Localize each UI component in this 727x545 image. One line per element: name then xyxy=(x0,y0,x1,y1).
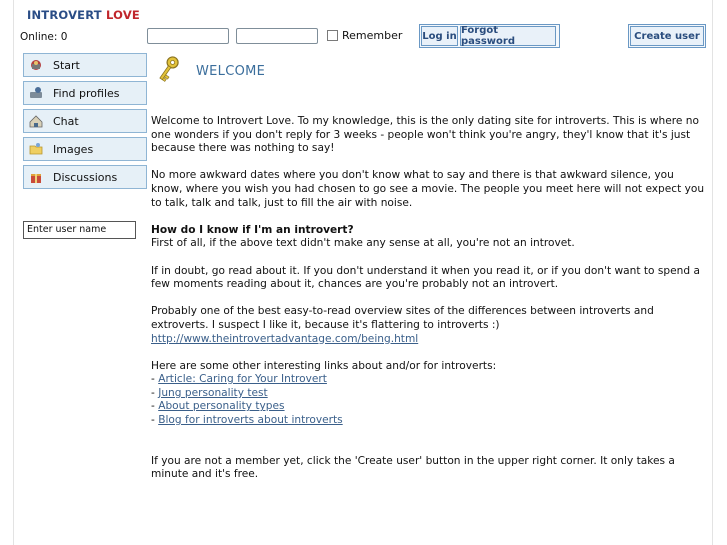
link-blog-introverts[interactable]: Blog for introverts about introverts xyxy=(158,414,343,427)
sidebar-item-chat[interactable] xyxy=(23,109,147,133)
bullet: - xyxy=(151,386,159,399)
find-profiles-icon xyxy=(29,86,43,100)
main-content xyxy=(151,115,706,495)
site-logo[interactable]: INTROVERT LOVE xyxy=(27,8,140,22)
password-input[interactable] xyxy=(236,28,318,44)
sidebar-item-label: Discussions xyxy=(53,170,118,184)
signup-paragraph: If you are not a member yet, click the 'Create user' button in the upper right corner. It only takes a minute and it's free. xyxy=(151,454,675,481)
remember-label: Remember xyxy=(342,29,403,42)
sidebar-item-discussions[interactable] xyxy=(23,165,147,189)
links-intro: Here are some other interesting links about and/or for introverts: xyxy=(151,359,497,372)
list-item xyxy=(151,414,706,428)
sidebar-item-start[interactable] xyxy=(23,53,147,77)
login-button-group xyxy=(419,24,560,48)
checkbox-box[interactable] xyxy=(327,30,338,41)
list-item xyxy=(151,400,706,414)
bullet: - xyxy=(151,400,159,413)
online-count: Online: 0 xyxy=(20,31,68,43)
spacer xyxy=(151,428,706,455)
login-button[interactable]: Log in xyxy=(421,26,458,46)
right-border xyxy=(712,0,713,545)
user-search-input[interactable]: Enter user name xyxy=(23,221,136,239)
images-icon xyxy=(29,142,43,156)
sidebar-item-label: Start xyxy=(53,58,80,72)
link-jung-test[interactable]: Jung personality test xyxy=(158,386,268,399)
sidebar-item-find-profiles[interactable] xyxy=(23,81,147,105)
page-title: WELCOME xyxy=(196,64,266,79)
start-icon xyxy=(29,58,43,72)
bullet: - xyxy=(151,373,159,386)
question-heading: How do I know if I'm an introvert? xyxy=(151,223,354,236)
list-item xyxy=(151,387,706,401)
bullet: - xyxy=(151,414,159,427)
first-paragraph: First of all, if the above text didn't make any sense at all, you're not an introvet. xyxy=(151,237,575,250)
sidebar-nav xyxy=(23,53,147,193)
sidebar-item-label: Images xyxy=(53,142,94,156)
overview-link[interactable]: http://www.theintrovertadvantage.com/being.html xyxy=(151,332,419,345)
key-icon xyxy=(152,53,184,88)
sidebar-item-label: Chat xyxy=(53,114,79,128)
list-item xyxy=(151,373,706,387)
forgot-password-button[interactable]: Forgot password xyxy=(460,26,556,46)
remember-checkbox[interactable] xyxy=(327,29,402,42)
link-personality-types[interactable]: About personality types xyxy=(158,400,285,413)
link-caring-introvert[interactable]: Article: Caring for Your Introvert xyxy=(158,373,327,386)
create-user-button[interactable]: Create user xyxy=(630,26,704,46)
dates-paragraph: No more awkward dates where you don't know what to say and there is that awkward silence, you know, where you wish you had chosen to go see a movie. The people you meet here will not expect you to talk, talk and talk, just to fill the air with noise. xyxy=(151,169,705,209)
username-input[interactable] xyxy=(147,28,229,44)
intro-paragraph: Welcome to Introvert Love. To my knowledge, this is the only dating site for introverts. This is where no one wonders if you don't reply for 3 weeks - people won't think you're angry, they'l know that it's just because there was nothing to say! xyxy=(151,115,699,155)
overview-paragraph: Probably one of the best easy-to-read overview sites of the differences between introverts and extroverts. I suspect I like it, because it's flattering to introverts :) xyxy=(151,305,654,331)
doubt-paragraph: If in doubt, go read about it. If you don't understand it when you read it, or if you don't want to spend a few moments reading about it, chances are you're probably not an introvert. xyxy=(151,264,700,291)
left-border xyxy=(13,0,14,545)
create-user-button-wrap xyxy=(628,24,706,48)
sidebar-item-label: Find profiles xyxy=(53,86,120,100)
links-list xyxy=(151,373,706,427)
discussions-icon xyxy=(29,170,43,184)
chat-icon xyxy=(29,114,43,128)
sidebar-item-images[interactable] xyxy=(23,137,147,161)
